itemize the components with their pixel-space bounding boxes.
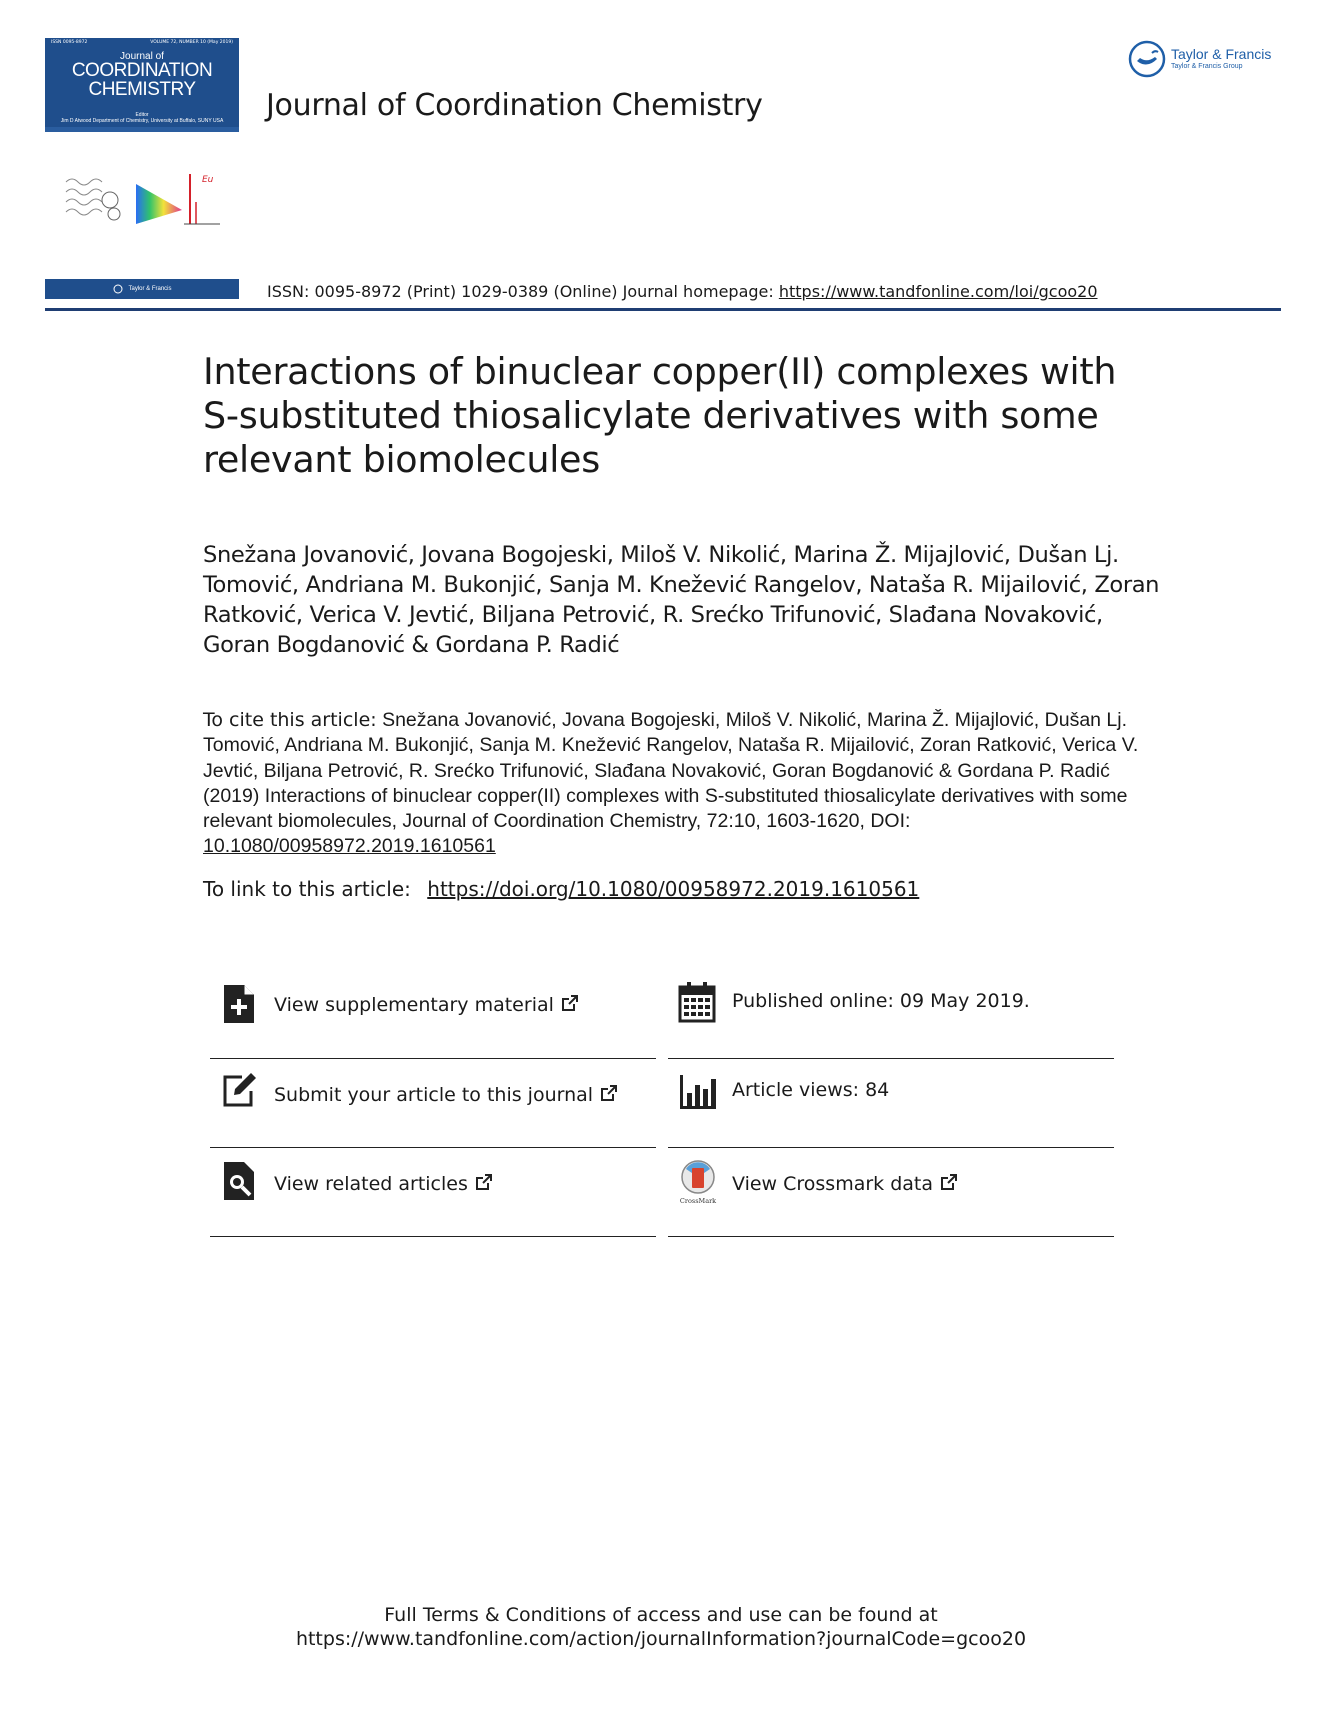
issn-line: [267, 282, 1098, 301]
related-cell[interactable]: [210, 1148, 656, 1237]
supplementary-label: View supplementary material: [274, 994, 554, 1016]
file-plus-icon: [220, 983, 258, 1025]
cover-topline: [51, 40, 233, 45]
cover-foot: [45, 279, 239, 299]
crossmark-icon: [678, 1160, 722, 1206]
cover-art-label: Eu: [202, 175, 214, 185]
submit-label: Submit your article to this journal: [274, 1084, 594, 1106]
external-link-icon: [560, 993, 580, 1013]
cover-title: [45, 61, 239, 99]
article-authors: Snežana Jovanović, Jovana Bogojeski, Miloš V. Nikolić, Marina Ž. Mijajlović, Dušan Lj. Tomović, Andriana M. Bukonjić, Sanja M. Knežević Rangelov, Nataša R. Mijailović, Zoran Ratković, Verica V. Jevtić, Biljana Petrović, R. Srećko Trifunović, Slađana Novaković, Goran Bogdanović & Gordana P. Radić: [203, 542, 1160, 658]
cover-title-line1: COORDINATION: [71, 60, 213, 81]
article-link-label: To link to this article:: [203, 877, 411, 901]
crossmark-link[interactable]: [732, 1172, 959, 1195]
external-link-icon: [474, 1172, 494, 1192]
crossmark-cell[interactable]: [668, 1148, 1114, 1237]
calendar-icon: [678, 981, 716, 1023]
terms-url[interactable]: https://www.tandfonline.com/action/journalInformation?journalCode=gcoo20: [295, 1628, 1027, 1650]
crossmark-logo-text: CrossMark: [679, 1197, 717, 1205]
publisher-lamp-icon: [1128, 40, 1166, 78]
external-link-icon: [939, 1172, 959, 1192]
citation-doi-link[interactable]: 10.1080/00958972.2019.1610561: [203, 835, 496, 858]
supplementary-link[interactable]: [274, 993, 580, 1016]
publisher-logo[interactable]: [1128, 40, 1271, 78]
publisher-name: Taylor & Francis: [1171, 46, 1272, 62]
citation-block: [203, 708, 1143, 860]
cover-editor-name: Jim D Atwood Department of Chemistry, University at Buffalo, SUNY USA: [60, 118, 224, 124]
cover-art-image: [64, 172, 224, 232]
cover-journal-of: Journal of: [120, 51, 164, 62]
cover-editor-label: Editor: [135, 112, 149, 118]
cell-divider: [668, 1236, 1114, 1238]
cover-issn: ISSN 0095-8972: [51, 40, 88, 45]
cover-foot-logo-icon: [112, 284, 124, 294]
supplementary-cell[interactable]: [210, 970, 656, 1059]
search-document-icon: [220, 1160, 258, 1202]
issn-text: ISSN: 0095-8972 (Print) 1029-0389 (Online) Journal homepage:: [267, 282, 774, 301]
submit-cell[interactable]: [210, 1059, 656, 1148]
cover-foot-publisher: Taylor & Francis: [128, 286, 172, 292]
cover-volume: VOLUME 72, NUMBER 10 (May 2019): [150, 40, 233, 45]
publisher-group: Taylor & Francis Group: [1171, 63, 1243, 70]
article-views: Article views: 84: [732, 1079, 890, 1101]
published-date: Published online: 09 May 2019.: [732, 990, 1030, 1012]
cover-band: [45, 127, 239, 132]
journal-cover: [45, 38, 239, 132]
citation-text: Snežana Jovanović, Jovana Bogojeski, Miloš V. Nikolić, Marina Ž. Mijajlović, Dušan Lj. Tomović, Andriana M. Bukonjić, Sanja M. Knežević Rangelov, Nataša R. Mijailović, Zoran Ratković, Verica V. Jevtić, Biljana Petrović, R. Srećko Trifunović, Slađana Novaković, Goran Bogdanović & Gordana P. Radić (2019) Interactions of binuclear copper(II) complexes with S-substituted thiosalicylate derivatives with some relevant biomolecules, Journal of Coordination Chemistry, 72:10, 1603-1620, DOI:: [203, 709, 1139, 833]
header-divider: [45, 308, 1281, 311]
related-link[interactable]: [274, 1172, 494, 1195]
submit-link[interactable]: [274, 1083, 619, 1106]
terms-line1: Full Terms & Conditions of access and use can be found at: [384, 1604, 938, 1626]
related-label: View related articles: [274, 1173, 468, 1195]
cell-divider: [210, 1236, 656, 1238]
article-title: Interactions of binuclear copper(II) complexes with S-substituted thiosalicylate derivatives with some relevant biomolecules: [203, 350, 1117, 481]
citation-label: To cite this article:: [203, 709, 377, 731]
views-cell: [668, 1059, 1114, 1148]
bar-chart-icon: [678, 1071, 716, 1113]
journal-homepage-link[interactable]: https://www.tandfonline.com/loi/gcoo20: [778, 282, 1098, 301]
article-doi-link[interactable]: https://doi.org/10.1080/00958972.2019.1610561: [427, 877, 920, 901]
published-cell: [668, 970, 1114, 1059]
article-link-row: [203, 877, 919, 901]
terms-footer: [0, 1603, 1322, 1651]
crossmark-label: View Crossmark data: [732, 1173, 934, 1195]
cover-title-line2: CHEMISTRY: [88, 79, 196, 100]
cover-editor: [45, 112, 239, 124]
edit-icon: [220, 1069, 258, 1111]
journal-title: Journal of Coordination Chemistry: [266, 88, 763, 123]
external-link-icon: [599, 1083, 619, 1103]
